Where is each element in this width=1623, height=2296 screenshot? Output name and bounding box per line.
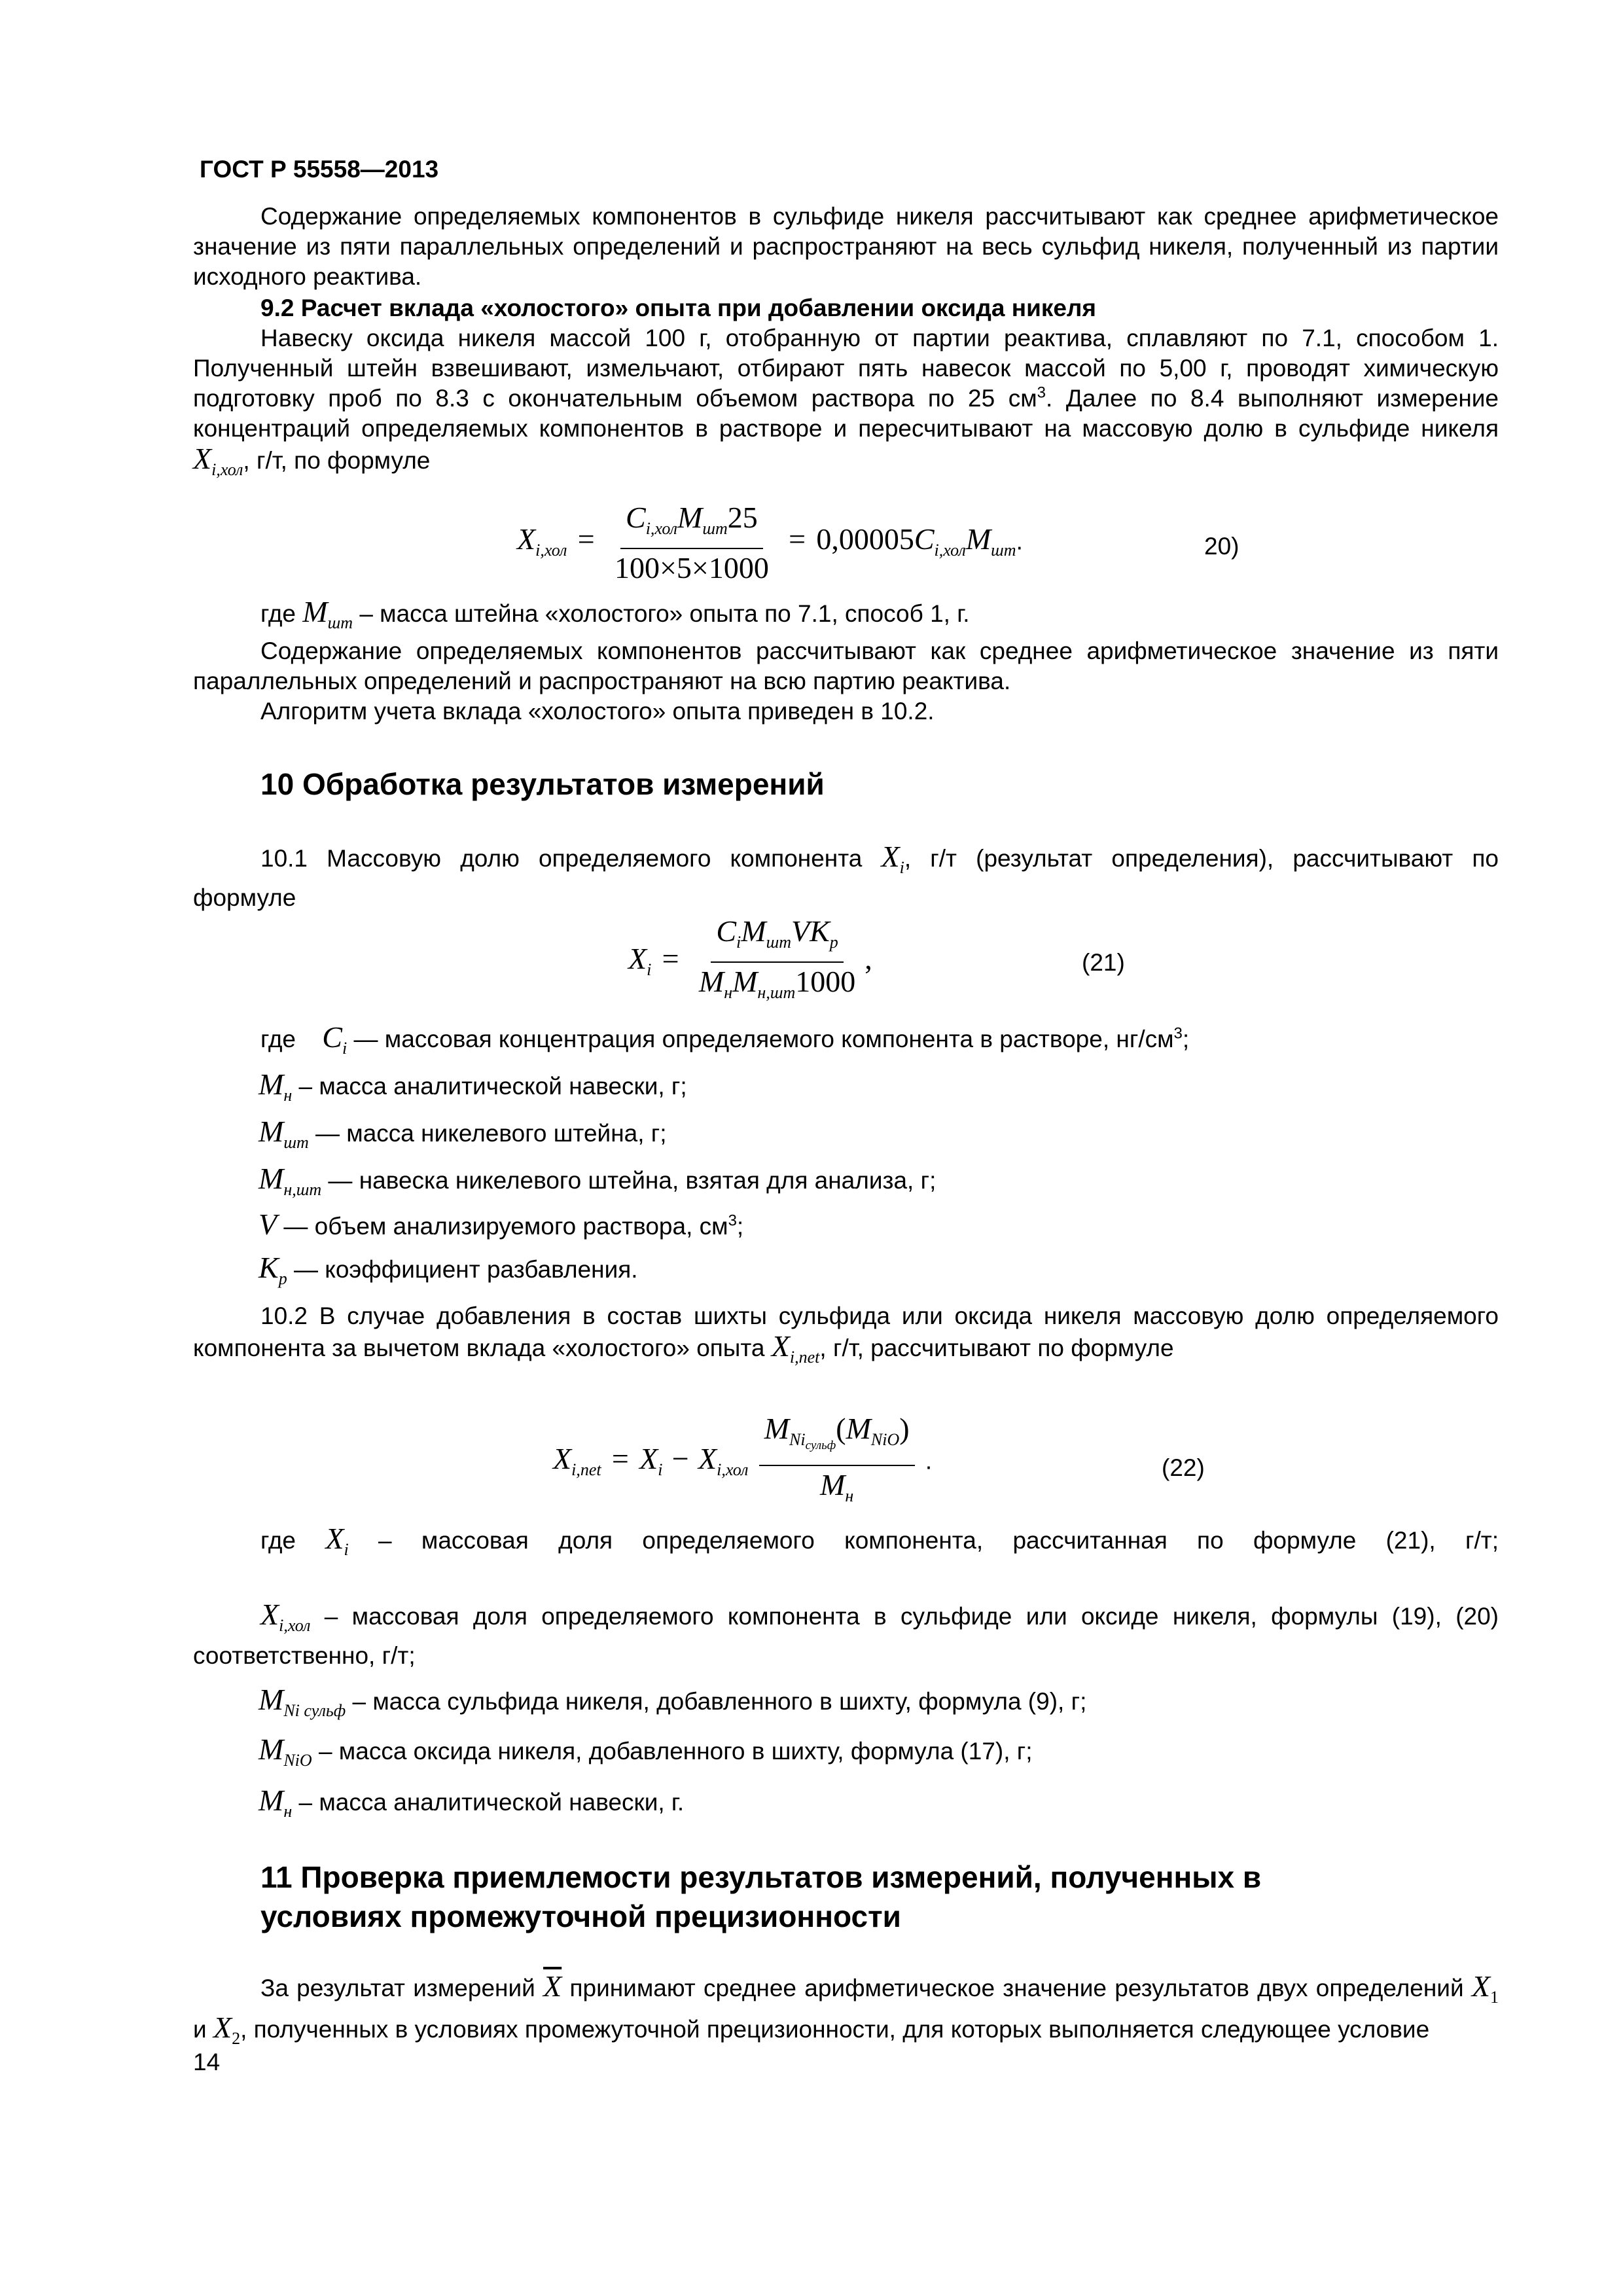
heading-section-11-line2: условиях промежуточной прецизионности xyxy=(260,1899,901,1933)
paragraph-content xyxy=(193,202,1499,292)
def22-msulf: $M_{Ni сульф}$ – масса сульфида никеля, добавленного в шихту, формула (9), г; xyxy=(259,1683,1087,1720)
paragraph-content-2 xyxy=(193,636,1499,696)
paragraph-sample-tail: . Далее по 8.4 выполняют измерение концентраций определяемых компонентов в растворе и пересчитывают на массовую долю в сульфиде никеля xyxy=(193,385,1499,442)
def22-xhol-text: – массовая доля определяемого компонента в сульфиде или оксиде никеля, формулы (19), (20) соответственно, г/т; xyxy=(193,1603,1499,1669)
formula-20-number: 20) xyxy=(1204,533,1240,560)
formula-21-number: (21) xyxy=(1082,949,1125,976)
symbol-x-i: $X_i$ xyxy=(881,840,904,877)
paragraph-10-2-a: 10.2 В случае добавления в состав шихты сульфида или оксида никеля массовую долю определяемого компонента за вычетом вклада «холостого» опыта xyxy=(193,1302,1499,1361)
def-ci-tail: ; xyxy=(1182,1026,1190,1052)
where-mshtein: где $M_{шт}$ – масса штейна «холостого» опыта по 7.1, способ 1, г. xyxy=(260,595,970,632)
formula-22: $X_{i,net} = X_i - X_{i,хол}$ $\frac{M_{Ni_{сульф}}(M_{NiO})}{M_н}$ . xyxy=(553,1412,933,1505)
paragraph-10-2-b: , г/т, рассчитывают по формуле xyxy=(819,1335,1174,1361)
heading-section-10-text: 10 Обработка результатов измерений xyxy=(260,767,825,801)
paragraph-sample-end: , г/т, по формуле xyxy=(243,447,431,474)
formula-20: $X_{i,хол}$ = $\frac{C_{i,хол}M_{шт}25}{100\times 5\times 1000}$ = $0,00005C_{i,хол}M_{шт}$. xyxy=(517,501,1023,584)
def-v-tail: ; xyxy=(736,1213,744,1240)
paragraph-11-a: За результат измерений xyxy=(260,1975,535,2001)
def22-mnio-text: – масса оксида никеля, добавленного в шихту, формула (17), г; xyxy=(318,1738,1033,1765)
symbol-x-bar: $\overline{X}$ xyxy=(543,1969,562,2003)
def-msht: $M_{шт}$ — масса никелевого штейна, г; xyxy=(259,1115,667,1152)
def-mn-text: – масса аналитической навески, г; xyxy=(298,1073,687,1100)
def-mnsht-text: — навеска никелевого штейна, взятая для анализа, г; xyxy=(328,1167,936,1194)
page-number: 14 xyxy=(193,2049,221,2075)
paragraph-algorithm xyxy=(193,696,1499,726)
superscript: 3 xyxy=(1173,1024,1183,1043)
paragraph-11: За результат измерений $\overline{X}$ принимают среднее арифметическое значение результатов двух определений $X_1$ и $X_2$, полученных в условиях промежуточной прецизионности, для которых выполняется следующее условие xyxy=(193,1969,1499,2048)
paragraph-content-text: Содержание определяемых компонентов в сульфиде никеля рассчитывают как среднее арифметическое значение из пяти параллельных определений и распространяют на весь сульфид никеля, полученный из партии исходного реактива. xyxy=(193,203,1499,290)
def-mn: $M_н$ – масса аналитической навески, г; xyxy=(259,1067,687,1105)
heading-section-10 xyxy=(193,764,1499,804)
paragraph-11-b: принимают среднее арифметическое значение результатов двух определений xyxy=(569,1975,1464,2001)
def22-mnio: $M_{NiO}$ – масса оксида никеля, добавленного в шихту, формула (17), г; xyxy=(259,1732,1033,1770)
def22-msulf-text: – масса сульфида никеля, добавленного в шихту, формула (9), г; xyxy=(352,1688,1087,1715)
def22-xi: где $X_i$ – массовая доля определяемого компонента, рассчитанная по формуле (21), г/т; xyxy=(260,1522,1499,1559)
paragraph-10-1-b: , г/т (результат определения), рассчитывают по формуле xyxy=(193,845,1499,911)
def-msht-text: — масса никелевого штейна, г; xyxy=(315,1120,667,1147)
def22-mn-text: – масса аналитической навески, г. xyxy=(298,1789,685,1816)
def-mnsht: $M_{н,шт}$ — навеска никелевого штейна, взятая для анализа, г; xyxy=(259,1162,936,1199)
paragraph-10-1-a: 10.1 Массовую долю определяемого компонента xyxy=(260,845,863,872)
paragraph-sample-text: Навеску оксида никеля массой 100 г, отобранную от партии реактива, сплавляют по 7.1, способом 1. Полученный штейн взвешивают, измельчают, отбирают пять навесок массой по 5,00 г, проводят химическую подготовку проб по 8.3 с окончательным объемом раствора по 25 см xyxy=(193,325,1499,412)
superscript: 3 xyxy=(1037,384,1046,402)
def22-xhol: $X_{i,хол}$ – массовая доля определяемого компонента в сульфиде или оксиде никеля, формулы (19), (20) соответственно, г/т; xyxy=(193,1598,1499,1669)
def22-mn: $M_н$ – масса аналитической навески, г. xyxy=(259,1784,685,1821)
formula-21: $X_i$ = $\frac{C_iM_{шт}VK_p}{M_нM_{н,шт}1000}$ , xyxy=(628,914,872,1002)
paragraph-content-2-text: Содержание определяемых компонентов рассчитывают как среднее арифметическое значение из пяти параллельных определений и распространяют на всю партию реактива. xyxy=(193,637,1499,694)
paragraph-11-and: и xyxy=(193,2016,207,2043)
where-mshtein-text: – масса штейна «холостого» опыта по 7.1, способ 1, г. xyxy=(359,600,970,627)
where-label: где xyxy=(260,600,296,627)
page xyxy=(193,0,1499,2296)
formula-22-number: (22) xyxy=(1162,1454,1205,1481)
def-ci-text: — массовая концентрация определяемого компонента в растворе, нг/см xyxy=(353,1026,1174,1052)
symbol-x-hol: $X_{i,хол}$ xyxy=(193,442,243,479)
heading-section-11 xyxy=(193,1857,1499,1936)
superscript: 3 xyxy=(728,1211,737,1230)
paragraph-11-c: , полученных в условиях промежуточной прецизионности, для которых выполняется следующее условие xyxy=(240,2016,1430,2043)
def22-xi-dash: – xyxy=(378,1527,392,1554)
paragraph-10-2 xyxy=(193,1301,1499,1372)
paragraph-10-1 xyxy=(193,842,1499,913)
paragraph-algorithm-text: Алгоритм учета вклада «холостого» опыта приведен в 10.2. xyxy=(260,698,935,725)
where-label: где xyxy=(260,1026,296,1052)
def-ci: где $C_i$ — массовая концентрация определяемого компонента в растворе, $нг/см^3$; xyxy=(260,1020,1190,1058)
symbol-x-inet: $X_{i,net}$ xyxy=(771,1329,820,1367)
def-kp: $K_p$ — коэффициент разбавления. xyxy=(259,1251,638,1288)
heading-9-2-text: 9.2 Расчет вклада «холостого» опыта при добавлении оксида никеля xyxy=(260,295,1097,321)
heading-section-11-line1: 11 Проверка приемлемости результатов измерений, полученных в xyxy=(260,1860,1262,1894)
paragraph-sample xyxy=(193,323,1499,485)
where-label: где xyxy=(260,1527,296,1554)
document-header: ГОСТ Р 55558—2013 xyxy=(200,156,439,183)
def-kp-text: — коэффициент разбавления. xyxy=(293,1256,638,1283)
def22-xi-text: массовая доля определяемого компонента, рассчитанная по формуле (21), г/т; xyxy=(421,1527,1499,1554)
def-v: V — объем анализируемого раствора, $см^3$; xyxy=(259,1208,744,1241)
heading-9-2 xyxy=(193,293,1499,323)
def-v-text: — объем анализируемого раствора, см xyxy=(283,1213,728,1240)
